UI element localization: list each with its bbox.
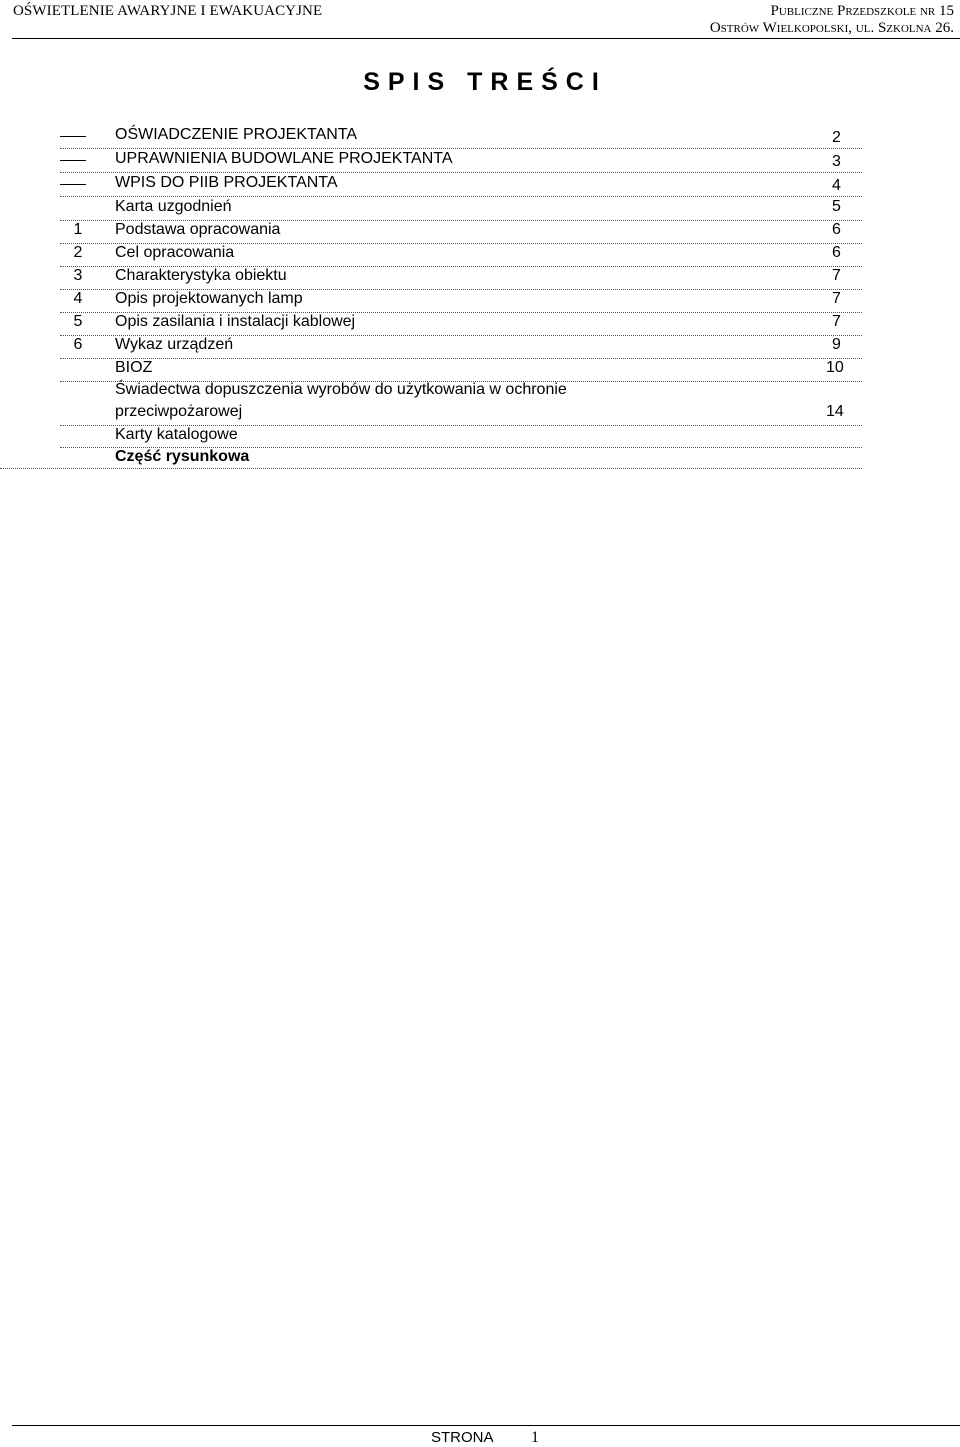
toc-entry-page: 7 xyxy=(832,313,841,330)
toc-entry-label: Charakterystyka obiektu xyxy=(115,267,287,284)
toc-entry-label: Podstawa opracowania xyxy=(115,221,281,238)
toc-bottom-rule xyxy=(0,468,862,469)
footer-rule xyxy=(12,1425,960,1426)
toc-entry-number: 6 xyxy=(73,336,83,353)
toc-entry-page: 6 xyxy=(832,244,841,261)
header-rule xyxy=(12,38,960,39)
toc-entry-dash xyxy=(60,184,86,185)
toc-leader-rule xyxy=(60,196,862,197)
toc-entry-page: 6 xyxy=(832,221,841,238)
toc-entry-number: 5 xyxy=(73,313,83,330)
toc-entry-label: Opis projektowanych lamp xyxy=(115,290,303,307)
toc-entry-label: BIOZ xyxy=(115,359,153,376)
toc-entry-label: Opis zasilania i instalacji kablowej xyxy=(115,313,356,330)
toc-entry-label: Świadectwa dopuszczenia wyrobów do użytkowania w ochronie xyxy=(115,381,567,398)
toc-entry-dash xyxy=(60,136,86,137)
toc-entry-label: WPIS DO PIIB PROJEKTANTA xyxy=(115,174,338,191)
header-institution: Publiczne Przedszkole nr 15 xyxy=(770,3,954,19)
toc-entry-page: 7 xyxy=(832,267,841,284)
toc-entry-page: 7 xyxy=(832,290,841,307)
toc-entry-number: 4 xyxy=(73,290,83,307)
toc-entry-page: 2 xyxy=(832,129,841,146)
toc-entry-page: 3 xyxy=(832,153,841,170)
toc-entry-label: przeciwpożarowej xyxy=(115,403,243,420)
toc-entry-label: UPRAWNIENIA BUDOWLANE PROJEKTANTA xyxy=(115,150,453,167)
footer-page-label: STRONA xyxy=(431,1429,494,1446)
footer-page-number: 1 xyxy=(531,1429,539,1446)
toc-entry-page: 4 xyxy=(832,177,841,194)
toc-entry-label: Cel opracowania xyxy=(115,244,235,261)
toc-leader-rule xyxy=(60,172,862,173)
header-document-title: OŚWIETLENIE AWARYJNE I EWAKUACYJNE xyxy=(13,3,323,19)
toc-leader-rule xyxy=(60,358,862,359)
toc-entry-label: OŚWIADCZENIE PROJEKTANTA xyxy=(115,126,358,143)
toc-entry-page: 9 xyxy=(832,336,841,353)
toc-entry-dash xyxy=(60,160,86,161)
toc-entry-page: 14 xyxy=(826,403,844,420)
toc-entry-page: 10 xyxy=(826,359,844,376)
toc-entry-number: 2 xyxy=(73,244,83,261)
toc-entry-number: 3 xyxy=(73,267,83,284)
toc-entry-number: 1 xyxy=(73,221,83,238)
toc-entry-page: 5 xyxy=(832,198,841,215)
toc-entry-label: Karta uzgodnień xyxy=(115,198,232,215)
toc-entry-label: Część rysunkowa xyxy=(115,448,250,465)
header-address: Ostrów Wielkopolski, ul. Szkolna 26. xyxy=(709,20,954,36)
toc-title: SPIS TREŚCI xyxy=(363,68,607,96)
toc-entry-label: Karty katalogowe xyxy=(115,426,238,443)
toc-entry-label: Wykaz urządzeń xyxy=(115,336,234,353)
page-header xyxy=(0,0,960,40)
toc-leader-rule xyxy=(60,148,862,149)
